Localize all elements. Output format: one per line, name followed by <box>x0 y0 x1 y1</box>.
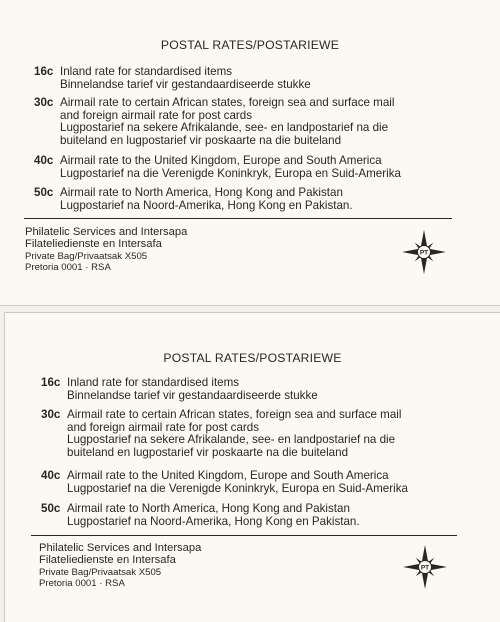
rate-description <box>67 409 401 459</box>
card-title: POSTAL RATES/POSTARIEWE <box>163 351 342 365</box>
rate-line: Airmail rate to the United Kingdom, Europe and South America <box>67 469 389 482</box>
rate-description <box>60 187 353 212</box>
rate-description <box>60 155 401 180</box>
rate-line: Lugpostarief na Noord-Amerika, Hong Kong en Pakistan. <box>67 514 360 528</box>
rate-line: Lugpostarief na Noord-Amerika, Hong Kong en Pakistan. <box>60 198 353 212</box>
rate-line: Lugpostarief na die Verenigde Koninkryk, Europa en Suid-Amerika <box>67 481 408 495</box>
rate-line: Airmail rate to certain African states, foreign sea and surface mail <box>60 96 395 109</box>
card-title: POSTAL RATES/POSTARIEWE <box>160 38 340 52</box>
rate-description <box>67 377 318 402</box>
rate-line: Lugpostarief na sekere Afrikalande, see- en landpostarief na die <box>60 121 389 135</box>
address-line: Philatelic Services and Intersapa <box>39 542 202 554</box>
rate-code: 40c <box>34 154 54 167</box>
rate-line: Airmail rate to North America, Hong Kong and Pakistan <box>67 502 350 515</box>
rate-line: Binnelandse tarief vir gestandaardiseerde stukke <box>60 77 311 91</box>
rate-code: 50c <box>34 186 54 199</box>
rate-code: 50c <box>41 502 61 515</box>
address-line: Private Bag/Privaatsak X505 <box>25 250 148 262</box>
logo-text: PT <box>420 564 430 572</box>
address-line: Pretoria 0001 · RSA <box>39 578 125 590</box>
rate-line: Airmail rate to North America, Hong Kong and Pakistan <box>60 186 343 199</box>
logo-text: PT <box>419 249 429 257</box>
postal-rates-card-top <box>0 0 500 306</box>
rate-description <box>60 66 311 91</box>
address-line: Private Bag/Privaatsak X505 <box>39 566 162 578</box>
rate-description <box>60 97 394 147</box>
rate-code: 30c <box>34 96 54 109</box>
rate-line: Binnelandse tarief vir gestandaardiseerde stukke <box>67 388 318 402</box>
address-line: Pretoria 0001 · RSA <box>25 262 111 274</box>
address-line: Filateliedienste en Intersafa <box>39 554 176 567</box>
philatelic-star-logo-icon <box>403 545 447 589</box>
sender-address <box>25 226 187 274</box>
rate-line: buiteland en lugpostarief vir poskaarte na die buiteland <box>60 133 342 147</box>
rate-line: Lugpostarief na die Verenigde Koninkryk, Europa en Suid-Amerika <box>60 166 401 180</box>
rate-line: Airmail rate to the United Kingdom, Europe and South America <box>60 154 382 167</box>
rate-code: 30c <box>41 408 61 421</box>
divider-rule <box>24 218 452 219</box>
rate-line: Lugpostarief na sekere Afrikalande, see- en landpostarief na die <box>67 433 396 447</box>
rate-line: and foreign airmail rate for post cards <box>67 420 260 434</box>
rate-code: 16c <box>34 65 54 78</box>
rate-line: buiteland en lugpostarief vir poskaarte na die buiteland <box>67 445 349 459</box>
divider-rule <box>31 535 457 536</box>
rate-description <box>67 470 408 495</box>
address-line: Filateliedienste en Intersafa <box>25 238 162 251</box>
rate-line: and foreign airmail rate for post cards <box>60 108 253 122</box>
address-line: Philatelic Services and Intersapa <box>25 226 188 238</box>
rate-code: 40c <box>41 469 61 482</box>
sender-address <box>39 542 201 590</box>
philatelic-star-logo-icon <box>402 230 446 274</box>
postal-rates-card-bottom <box>4 312 500 622</box>
rate-line: Inland rate for standardised items <box>67 376 240 389</box>
rate-code: 16c <box>41 376 61 389</box>
rate-line: Inland rate for standardised items <box>60 65 233 78</box>
rate-description <box>67 503 360 528</box>
rate-line: Airmail rate to certain African states, foreign sea and surface mail <box>67 408 402 421</box>
